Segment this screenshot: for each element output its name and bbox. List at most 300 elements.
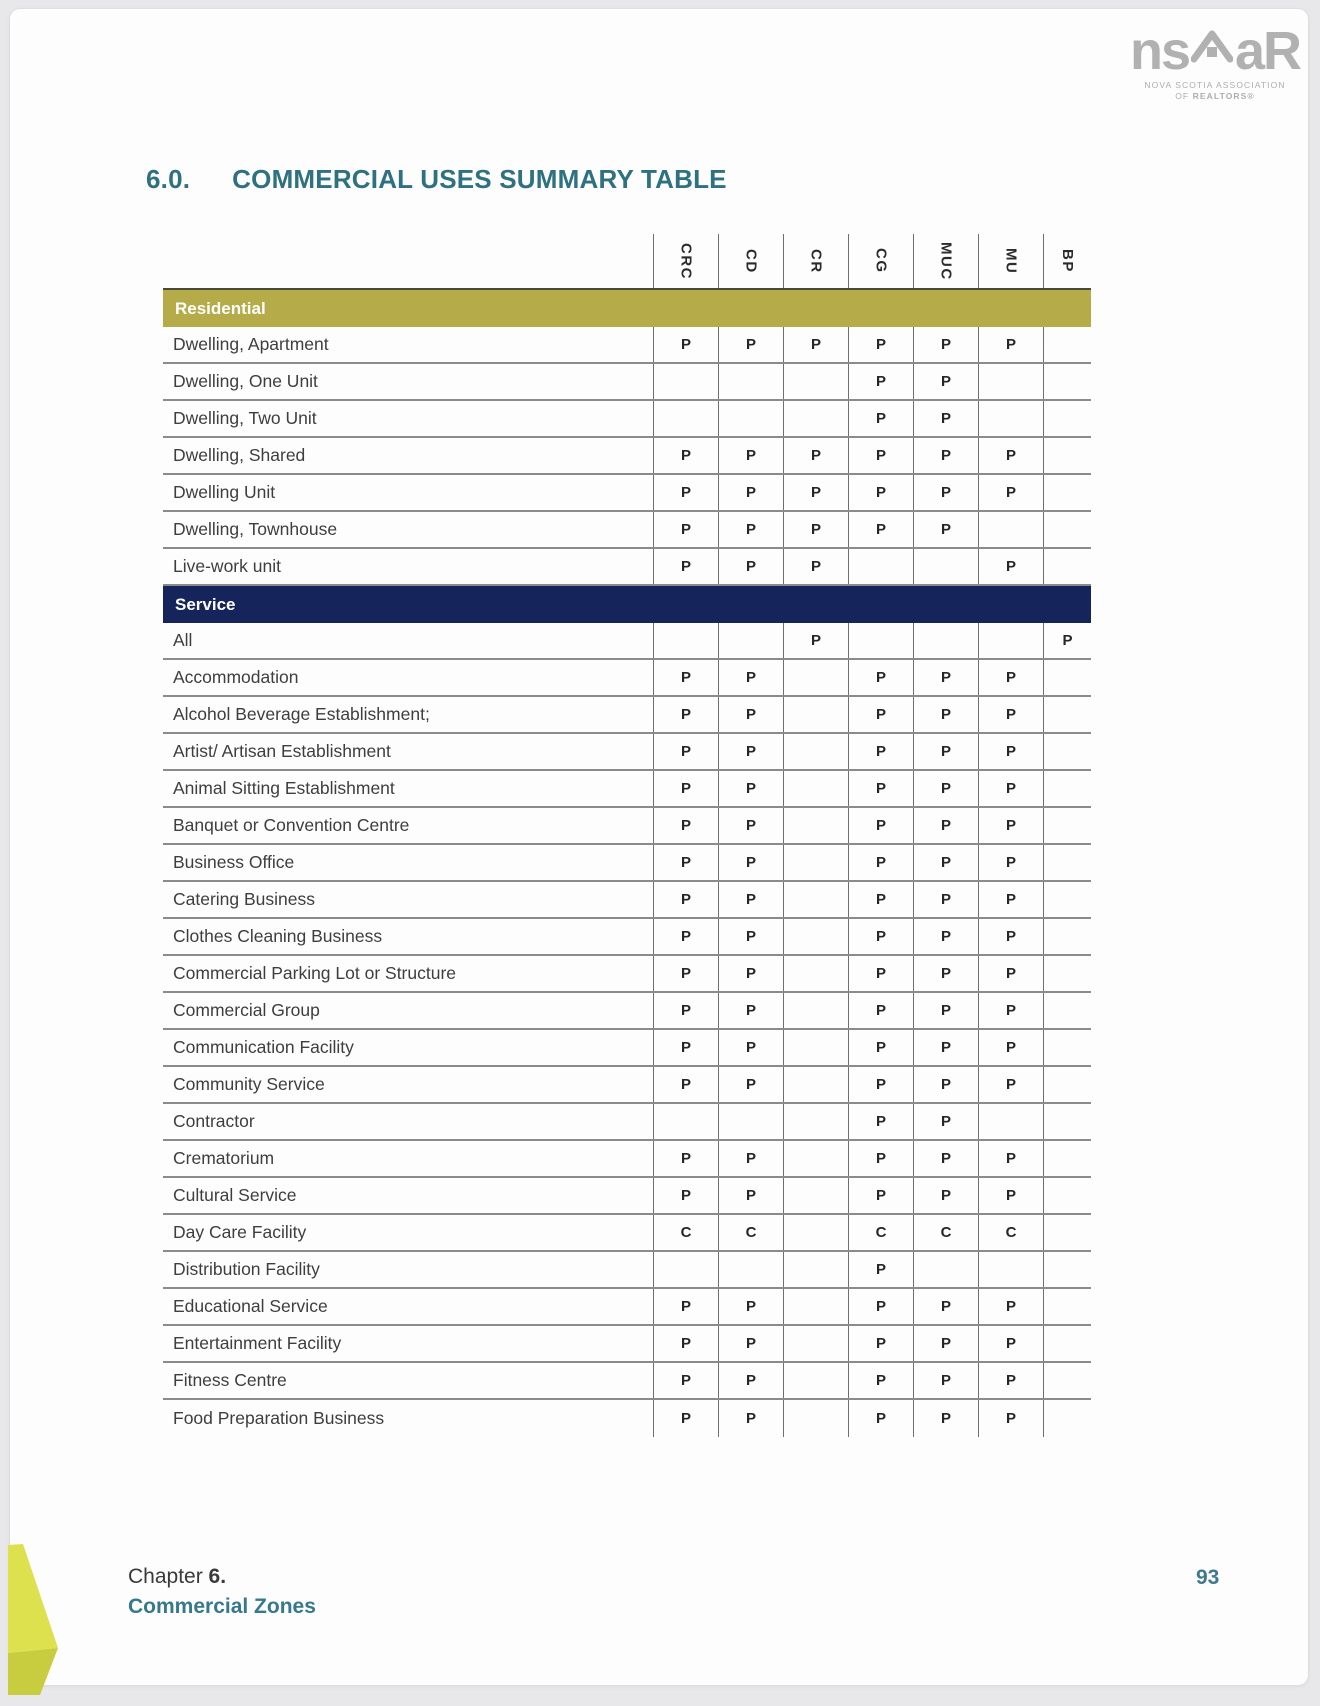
permission-cell-cr: [783, 919, 848, 954]
use-label: Clothes Cleaning Business: [173, 926, 383, 946]
permission-cell-cg: P: [848, 1252, 913, 1287]
table-row: [163, 697, 1091, 734]
permission-cell-cg: P: [848, 697, 913, 732]
permission-cell-cr: P: [783, 327, 848, 362]
permission-cell-crc: P: [653, 808, 718, 843]
use-label: Crematorium: [173, 1148, 275, 1168]
permission-cell-bp: [1043, 1252, 1091, 1287]
use-label: Artist/ Artisan Establishment: [173, 741, 391, 761]
permission-cell-cr: [783, 845, 848, 880]
permission-cell-muc: P: [913, 1400, 978, 1437]
permission-cell-muc: P: [913, 438, 978, 473]
permission-cell-cr: [783, 1141, 848, 1176]
permission-cell-cg: [848, 549, 913, 584]
permission-cell-cr: [783, 660, 848, 695]
column-header-muc: [913, 234, 978, 288]
permission-cell-cg: P: [848, 1141, 913, 1176]
table-row: [163, 919, 1091, 956]
permission-cell-mu: P: [978, 1141, 1043, 1176]
nsar-logo-wordmark: [1129, 21, 1301, 81]
permission-cell-cr: [783, 1178, 848, 1213]
column-header-label: CD: [742, 248, 760, 274]
nsar-logo: [1129, 21, 1301, 103]
permission-cell-mu: P: [978, 993, 1043, 1028]
column-header-label: MU: [1002, 247, 1020, 275]
use-label: Live-work unit: [173, 556, 281, 576]
permission-cell-muc: P: [913, 993, 978, 1028]
permission-cell-cg: P: [848, 660, 913, 695]
permission-cell-bp: [1043, 660, 1091, 695]
permission-cell-cd: P: [718, 1363, 783, 1398]
permission-cell-crc: P: [653, 327, 718, 362]
permission-cell-cg: P: [848, 1030, 913, 1065]
permission-cell-muc: C: [913, 1215, 978, 1250]
permission-cell-bp: [1043, 1289, 1091, 1324]
permission-cell-muc: P: [913, 882, 978, 917]
permission-cell-muc: P: [913, 845, 978, 880]
column-header-label: MUC: [937, 241, 955, 281]
permission-cell-mu: P: [978, 919, 1043, 954]
table-row: [163, 549, 1091, 586]
column-header-spacer: [163, 222, 653, 288]
permission-cell-bp: [1043, 956, 1091, 991]
permission-cell-mu: [978, 364, 1043, 399]
page-number: 93: [1196, 1566, 1220, 1589]
permission-cell-bp: [1043, 512, 1091, 547]
use-label: Entertainment Facility: [173, 1333, 342, 1353]
use-label: Contractor: [173, 1111, 255, 1131]
permission-cell-cd: P: [718, 845, 783, 880]
logo-text-left: ns: [1129, 21, 1189, 81]
permission-cell-crc: P: [653, 919, 718, 954]
permission-cell-mu: [978, 512, 1043, 547]
permission-cell-crc: P: [653, 1067, 718, 1102]
table-row: [163, 1215, 1091, 1252]
permission-cell-cg: P: [848, 327, 913, 362]
chapter-number: 6.: [208, 1565, 227, 1588]
permission-cell-cd: C: [718, 1215, 783, 1250]
use-label: Dwelling, Townhouse: [173, 519, 338, 539]
permission-cell-bp: [1043, 549, 1091, 584]
permission-cell-bp: P: [1043, 623, 1091, 658]
permission-cell-cd: P: [718, 1141, 783, 1176]
corner-arrow-decoration: [0, 1538, 70, 1706]
page-title: [146, 164, 727, 195]
permission-cell-crc: P: [653, 438, 718, 473]
permission-cell-mu: [978, 401, 1043, 436]
section-number: 6.0.: [146, 164, 191, 194]
use-label: Dwelling, Apartment: [173, 334, 329, 354]
section-header-residential: [163, 290, 1091, 327]
permission-cell-crc: P: [653, 993, 718, 1028]
use-label: Business Office: [173, 852, 295, 872]
permission-cell-cd: P: [718, 808, 783, 843]
permission-cell-mu: C: [978, 1215, 1043, 1250]
use-label: Dwelling, Two Unit: [173, 408, 317, 428]
permission-cell-muc: P: [913, 919, 978, 954]
permission-cell-cg: C: [848, 1215, 913, 1250]
column-header-label: CG: [872, 248, 890, 274]
permission-cell-cr: [783, 1289, 848, 1324]
permission-cell-cr: [783, 882, 848, 917]
table-row: [163, 845, 1091, 882]
permission-cell-muc: P: [913, 401, 978, 436]
table-row: [163, 1252, 1091, 1289]
table-row: [163, 364, 1091, 401]
permission-cell-mu: P: [978, 845, 1043, 880]
use-label: Distribution Facility: [173, 1259, 320, 1279]
permission-cell-cg: P: [848, 919, 913, 954]
permission-cell-crc: P: [653, 845, 718, 880]
table-row: [163, 956, 1091, 993]
permission-cell-crc: [653, 623, 718, 658]
table-row: [163, 327, 1091, 364]
permission-cell-crc: P: [653, 549, 718, 584]
use-label: Community Service: [173, 1074, 325, 1094]
column-header-cg: [848, 234, 913, 288]
permission-cell-mu: P: [978, 1326, 1043, 1361]
column-header-label: CR: [807, 248, 825, 274]
permission-cell-crc: P: [653, 771, 718, 806]
permission-cell-cr: P: [783, 475, 848, 510]
permission-cell-mu: P: [978, 1289, 1043, 1324]
permission-cell-mu: P: [978, 438, 1043, 473]
permission-cell-cd: [718, 364, 783, 399]
table-row: [163, 993, 1091, 1030]
permission-cell-bp: [1043, 438, 1091, 473]
permission-cell-cr: P: [783, 512, 848, 547]
permission-cell-crc: P: [653, 882, 718, 917]
permission-cell-muc: P: [913, 808, 978, 843]
permission-cell-cg: P: [848, 401, 913, 436]
permission-cell-crc: [653, 401, 718, 436]
logo-text-right: aR: [1235, 21, 1301, 81]
permission-cell-cr: [783, 697, 848, 732]
permission-cell-bp: [1043, 808, 1091, 843]
permission-cell-cg: P: [848, 438, 913, 473]
permission-cell-mu: P: [978, 1400, 1043, 1437]
table-row: [163, 734, 1091, 771]
permission-cell-muc: P: [913, 1030, 978, 1065]
permission-cell-crc: C: [653, 1215, 718, 1250]
column-headers: [163, 222, 1091, 290]
permission-cell-cr: [783, 1030, 848, 1065]
logo-subtitle: [1130, 80, 1300, 103]
permission-cell-bp: [1043, 327, 1091, 362]
table-row: [163, 1363, 1091, 1400]
permission-cell-mu: P: [978, 660, 1043, 695]
permission-cell-crc: P: [653, 697, 718, 732]
permission-cell-crc: P: [653, 1363, 718, 1398]
use-label: Animal Sitting Establishment: [173, 778, 395, 798]
logo-subtitle-line2: OF REALTORS®: [1175, 91, 1255, 102]
permission-cell-mu: P: [978, 956, 1043, 991]
permission-cell-cd: P: [718, 1326, 783, 1361]
permission-cell-bp: [1043, 1215, 1091, 1250]
permission-cell-muc: P: [913, 956, 978, 991]
permission-cell-cr: [783, 1400, 848, 1437]
permission-cell-cr: [783, 1215, 848, 1250]
permission-cell-cd: P: [718, 1067, 783, 1102]
permission-cell-cg: P: [848, 1067, 913, 1102]
permission-cell-crc: P: [653, 1178, 718, 1213]
commercial-uses-table: [163, 222, 1091, 1437]
permission-cell-cd: [718, 1104, 783, 1139]
use-label: Food Preparation Business: [173, 1408, 385, 1428]
permission-cell-bp: [1043, 475, 1091, 510]
permission-cell-cr: [783, 956, 848, 991]
permission-cell-cr: [783, 993, 848, 1028]
column-header-mu: [978, 234, 1043, 288]
permission-cell-crc: P: [653, 1141, 718, 1176]
permission-cell-cd: [718, 401, 783, 436]
column-header-bp: [1043, 234, 1091, 288]
permission-cell-muc: P: [913, 364, 978, 399]
use-label: Dwelling, Shared: [173, 445, 306, 465]
table-row: [163, 660, 1091, 697]
use-label: Fitness Centre: [173, 1370, 287, 1390]
permission-cell-bp: [1043, 1067, 1091, 1102]
column-header-label: BP: [1059, 249, 1076, 273]
permission-cell-cg: P: [848, 512, 913, 547]
permission-cell-muc: P: [913, 512, 978, 547]
permission-cell-mu: P: [978, 327, 1043, 362]
permission-cell-cg: P: [848, 1326, 913, 1361]
permission-cell-muc: [913, 1252, 978, 1287]
table-row: [163, 1400, 1091, 1437]
use-label: Dwelling Unit: [173, 482, 276, 502]
permission-cell-bp: [1043, 734, 1091, 769]
table-row: [163, 438, 1091, 475]
permission-cell-mu: P: [978, 882, 1043, 917]
permission-cell-cg: P: [848, 1363, 913, 1398]
permission-cell-cg: P: [848, 993, 913, 1028]
permission-cell-bp: [1043, 919, 1091, 954]
permission-cell-crc: P: [653, 512, 718, 547]
permission-cell-cg: P: [848, 1400, 913, 1437]
section-label: Service: [175, 594, 236, 614]
permission-cell-crc: P: [653, 734, 718, 769]
permission-cell-bp: [1043, 1030, 1091, 1065]
permission-cell-mu: P: [978, 771, 1043, 806]
permission-cell-cd: P: [718, 1289, 783, 1324]
permission-cell-muc: P: [913, 1178, 978, 1213]
permission-cell-cr: P: [783, 549, 848, 584]
permission-cell-cd: [718, 623, 783, 658]
permission-cell-mu: [978, 1252, 1043, 1287]
table-row: [163, 1030, 1091, 1067]
logo-subtitle-line1: NOVA SCOTIA ASSOCIATION: [1144, 80, 1286, 90]
table-body: [163, 290, 1091, 1437]
permission-cell-crc: [653, 1104, 718, 1139]
permission-cell-cg: P: [848, 882, 913, 917]
permission-cell-mu: P: [978, 808, 1043, 843]
permission-cell-crc: P: [653, 1289, 718, 1324]
column-header-cr: [783, 234, 848, 288]
table-row: [163, 623, 1091, 660]
permission-cell-bp: [1043, 1178, 1091, 1213]
permission-cell-muc: P: [913, 1289, 978, 1324]
permission-cell-cg: P: [848, 808, 913, 843]
permission-cell-cg: [848, 623, 913, 658]
section-label: Residential: [175, 298, 266, 318]
permission-cell-crc: P: [653, 1326, 718, 1361]
permission-cell-cd: P: [718, 512, 783, 547]
permission-cell-muc: P: [913, 327, 978, 362]
permission-cell-mu: [978, 1104, 1043, 1139]
permission-cell-bp: [1043, 882, 1091, 917]
permission-cell-cd: P: [718, 549, 783, 584]
permission-cell-cg: P: [848, 845, 913, 880]
permission-cell-cg: P: [848, 1289, 913, 1324]
permission-cell-cr: [783, 734, 848, 769]
use-label: Day Care Facility: [173, 1222, 307, 1242]
table-row: [163, 1141, 1091, 1178]
permission-cell-cd: P: [718, 1030, 783, 1065]
permission-cell-cd: P: [718, 1400, 783, 1437]
permission-cell-cg: P: [848, 956, 913, 991]
permission-cell-cd: P: [718, 475, 783, 510]
permission-cell-cr: [783, 401, 848, 436]
permission-cell-cr: [783, 808, 848, 843]
permission-cell-crc: P: [653, 1400, 718, 1437]
permission-cell-muc: P: [913, 475, 978, 510]
permission-cell-cd: P: [718, 697, 783, 732]
table-row: [163, 1289, 1091, 1326]
permission-cell-cg: P: [848, 475, 913, 510]
table-row: [163, 475, 1091, 512]
use-label: Alcohol Beverage Establishment;: [173, 704, 430, 724]
permission-cell-cr: [783, 1067, 848, 1102]
house-roof-icon: [1191, 27, 1233, 68]
table-row: [163, 1178, 1091, 1215]
permission-cell-cr: [783, 1104, 848, 1139]
permission-cell-muc: P: [913, 1067, 978, 1102]
use-label: Educational Service: [173, 1296, 328, 1316]
permission-cell-bp: [1043, 401, 1091, 436]
permission-cell-muc: [913, 549, 978, 584]
permission-cell-cr: [783, 1326, 848, 1361]
use-label: Catering Business: [173, 889, 316, 909]
table-row: [163, 1067, 1091, 1104]
permission-cell-crc: P: [653, 475, 718, 510]
column-header-cd: [718, 234, 783, 288]
permission-cell-cr: P: [783, 438, 848, 473]
table-row: [163, 771, 1091, 808]
table-row: [163, 512, 1091, 549]
use-label: Accommodation: [173, 667, 299, 687]
permission-cell-muc: P: [913, 771, 978, 806]
permission-cell-bp: [1043, 993, 1091, 1028]
section-header-service: [163, 586, 1091, 623]
permission-cell-mu: P: [978, 549, 1043, 584]
permission-cell-muc: P: [913, 697, 978, 732]
permission-cell-mu: P: [978, 475, 1043, 510]
column-header-crc: [653, 234, 718, 288]
permission-cell-cr: [783, 771, 848, 806]
table-row: [163, 1104, 1091, 1141]
permission-cell-bp: [1043, 1104, 1091, 1139]
use-label: Commercial Parking Lot or Structure: [173, 963, 457, 983]
permission-cell-crc: P: [653, 660, 718, 695]
permission-cell-muc: P: [913, 1363, 978, 1398]
permission-cell-bp: [1043, 1326, 1091, 1361]
footer-chapter: [128, 1562, 316, 1623]
permission-cell-cg: P: [848, 1104, 913, 1139]
permission-cell-mu: P: [978, 1363, 1043, 1398]
permission-cell-bp: [1043, 771, 1091, 806]
permission-cell-mu: [978, 623, 1043, 658]
table-row: [163, 1326, 1091, 1363]
table-row: [163, 808, 1091, 845]
permission-cell-cr: [783, 1363, 848, 1398]
column-header-label: CRC: [677, 242, 695, 280]
use-label: Commercial Group: [173, 1000, 320, 1020]
permission-cell-cg: P: [848, 364, 913, 399]
permission-cell-cr: P: [783, 623, 848, 658]
permission-cell-cr: [783, 364, 848, 399]
permission-cell-bp: [1043, 1141, 1091, 1176]
use-label: Dwelling, One Unit: [173, 371, 318, 391]
permission-cell-crc: P: [653, 956, 718, 991]
permission-cell-muc: P: [913, 660, 978, 695]
permission-cell-bp: [1043, 845, 1091, 880]
permission-cell-mu: P: [978, 734, 1043, 769]
permission-cell-muc: [913, 623, 978, 658]
permission-cell-crc: [653, 1252, 718, 1287]
permission-cell-cg: P: [848, 1178, 913, 1213]
table-row: [163, 882, 1091, 919]
permission-cell-cg: P: [848, 734, 913, 769]
permission-cell-crc: [653, 364, 718, 399]
permission-cell-cd: P: [718, 919, 783, 954]
permission-cell-bp: [1043, 697, 1091, 732]
permission-cell-cd: P: [718, 734, 783, 769]
permission-cell-bp: [1043, 1400, 1091, 1437]
permission-cell-muc: P: [913, 734, 978, 769]
permission-cell-bp: [1043, 1363, 1091, 1398]
use-label: Cultural Service: [173, 1185, 297, 1205]
permission-cell-cg: P: [848, 771, 913, 806]
permission-cell-cd: P: [718, 882, 783, 917]
permission-cell-cd: P: [718, 660, 783, 695]
use-label: Banquet or Convention Centre: [173, 815, 410, 835]
permission-cell-cd: [718, 1252, 783, 1287]
permission-cell-mu: P: [978, 697, 1043, 732]
permission-cell-crc: P: [653, 1030, 718, 1065]
permission-cell-cr: [783, 1252, 848, 1287]
permission-cell-mu: P: [978, 1178, 1043, 1213]
footer-chapter-line: Chapter 6.: [128, 1565, 227, 1588]
permission-cell-cd: P: [718, 771, 783, 806]
section-title-text: COMMERCIAL USES SUMMARY TABLE: [232, 164, 727, 194]
permission-cell-cd: P: [718, 1178, 783, 1213]
permission-cell-muc: P: [913, 1141, 978, 1176]
permission-cell-bp: [1043, 364, 1091, 399]
permission-cell-cd: P: [718, 956, 783, 991]
permission-cell-mu: P: [978, 1030, 1043, 1065]
permission-cell-cd: P: [718, 438, 783, 473]
use-label: Communication Facility: [173, 1037, 354, 1057]
permission-cell-cd: P: [718, 993, 783, 1028]
footer-chapter-title: Commercial Zones: [128, 1595, 316, 1619]
permission-cell-cd: P: [718, 327, 783, 362]
table-row: [163, 401, 1091, 438]
permission-cell-muc: P: [913, 1104, 978, 1139]
permission-cell-mu: P: [978, 1067, 1043, 1102]
permission-cell-muc: P: [913, 1326, 978, 1361]
use-label: All: [173, 630, 193, 650]
